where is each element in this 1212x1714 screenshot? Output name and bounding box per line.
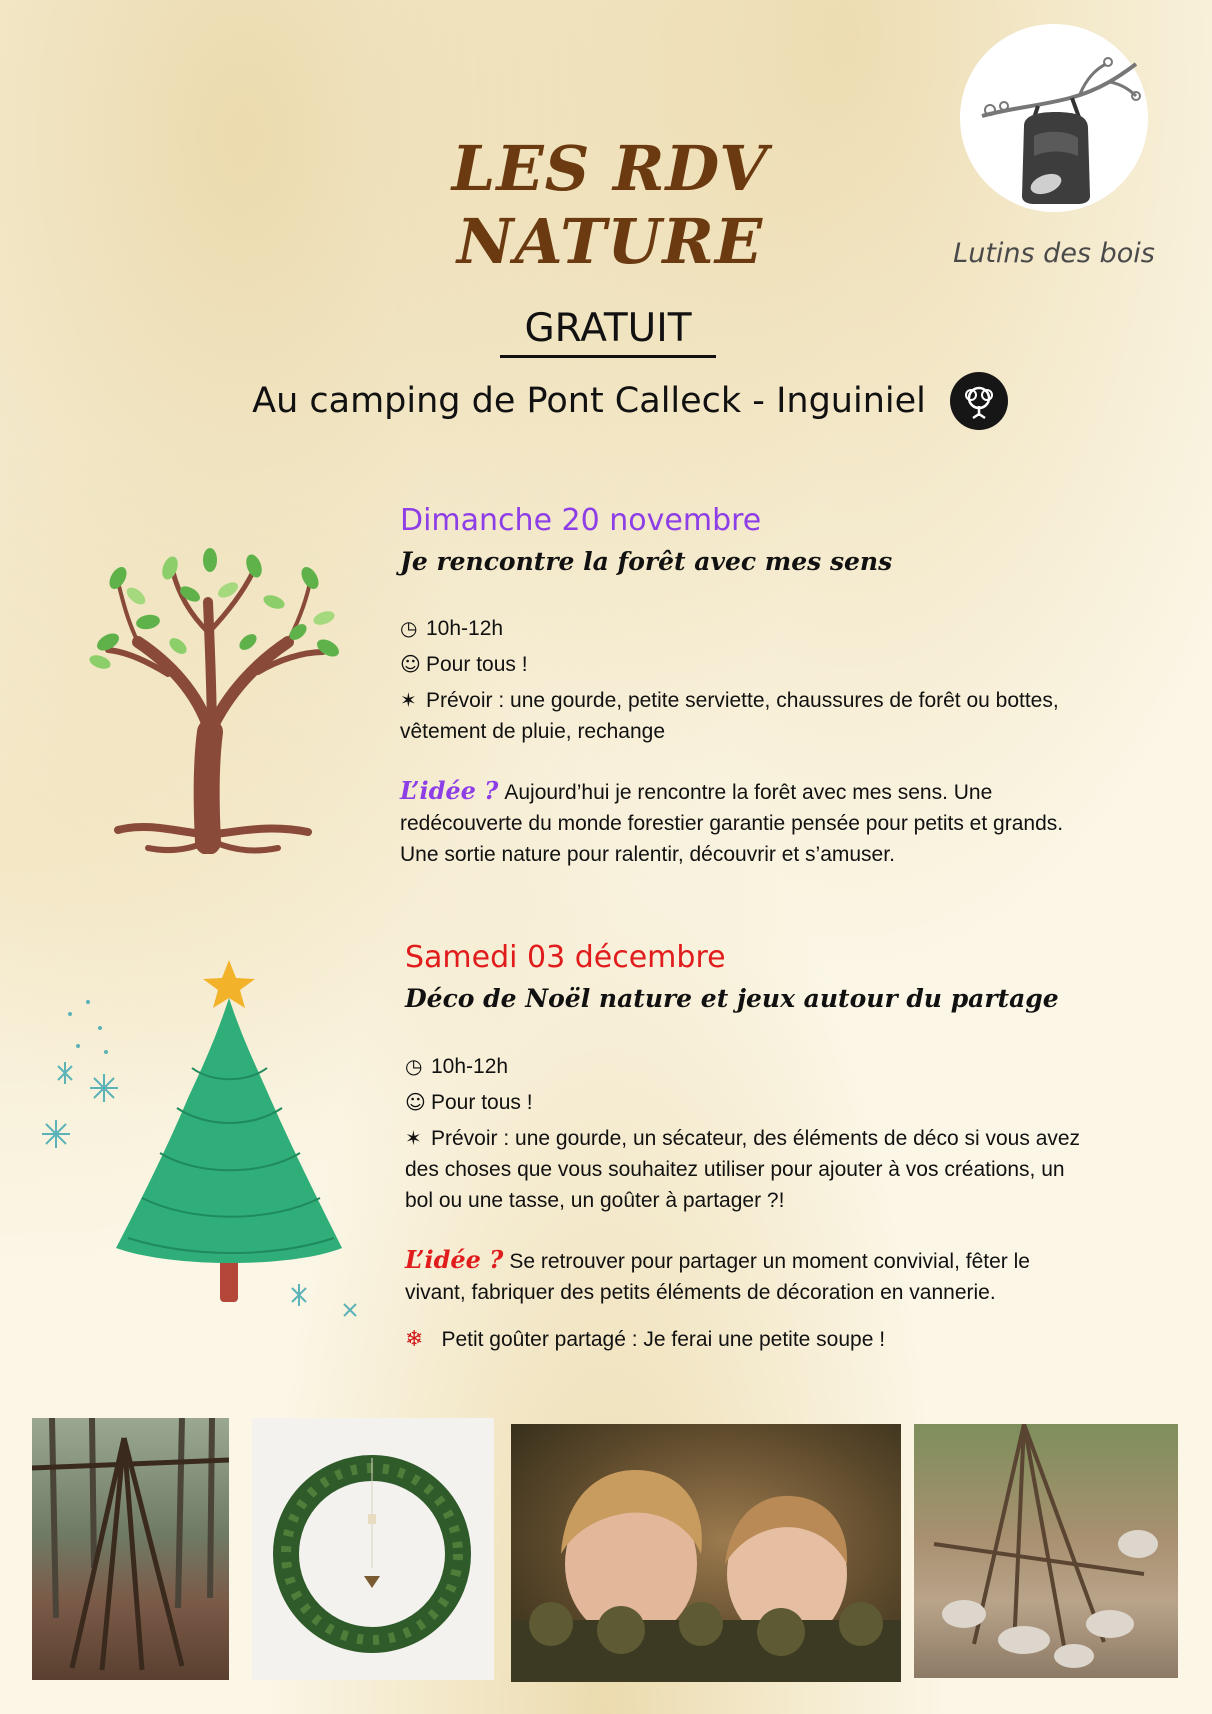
photo-stick-hut — [914, 1424, 1178, 1678]
smiley-icon: ☺ — [405, 1090, 426, 1114]
event-2-title: Déco de Noël nature et jeux autour du partage — [405, 984, 1059, 1013]
event-2-date: Samedi 03 décembre — [405, 940, 726, 975]
event-1-idea-label: L’idée ? — [400, 776, 499, 805]
event-1-bring: Prévoir : une gourde, petite serviette, chaussures de forêt ou bottes, vêtement de pluie, rechange — [400, 689, 1059, 743]
clock-icon: ◷ — [405, 1054, 423, 1078]
event-1-audience: Pour tous ! — [426, 653, 528, 676]
event-2-idea-text: Se retrouver pour partager un moment convivial, fêter le vivant, fabriquer des petits éléments de décoration en vannerie. — [405, 1250, 1030, 1304]
page-title: LES RDV NATURE — [451, 132, 769, 278]
location-row — [240, 370, 1020, 432]
logo — [960, 24, 1148, 212]
event-2-audience: Pour tous ! — [431, 1091, 533, 1114]
event-1-date: Dimanche 20 novembre — [400, 503, 762, 538]
photo-forest-hut — [32, 1418, 229, 1680]
christmas-tree-illustration — [42, 958, 372, 1328]
photo-children-smiling — [511, 1424, 901, 1682]
brand-name: Lutins des bois — [953, 238, 1155, 269]
event-1-time: 10h-12h — [426, 617, 504, 640]
tree-badge-icon — [950, 372, 1008, 430]
clock-icon: ◷ — [400, 616, 418, 640]
event-2-bring: Prévoir : une gourde, un sécateur, des éléments de déco si vous avez des choses que vous souhaitez utiliser pour ajouter à vos créations, un bol ou une tasse, un goûter à partager ?! — [405, 1127, 1081, 1212]
event-1-idea — [400, 775, 1080, 870]
event-1-details — [400, 613, 1080, 870]
event-2-idea — [405, 1244, 1085, 1308]
event-2-details — [405, 1051, 1085, 1308]
smiley-icon: ☺ — [400, 652, 421, 676]
event-2-idea-label: L’idée ? — [405, 1245, 504, 1274]
star-icon: ✶ — [405, 1126, 422, 1150]
star-icon: ✶ — [400, 688, 417, 712]
snowflake-icon: ❄ — [405, 1327, 424, 1352]
photo-green-wreath — [252, 1418, 494, 1680]
event-1-idea-text: Aujourd’hui je rencontre la forêt avec mes sens. Une redécouverte du monde forestier garantie pensée pour petits et grands. Une sortie nature pour ralentir, découvrir et s’amuser. — [400, 781, 1064, 866]
deciduous-tree-illustration — [78, 542, 348, 854]
event-2-note — [405, 1324, 1085, 1355]
event-1-title: Je rencontre la forêt avec mes sens — [400, 547, 893, 576]
location-text: Au camping de Pont Calleck - Inguiniel — [252, 381, 926, 421]
event-2-note-text: Petit goûter partagé : Je ferai une petite soupe ! — [441, 1328, 886, 1351]
price-label: GRATUIT — [500, 306, 716, 358]
event-2-time: 10h-12h — [431, 1055, 509, 1078]
